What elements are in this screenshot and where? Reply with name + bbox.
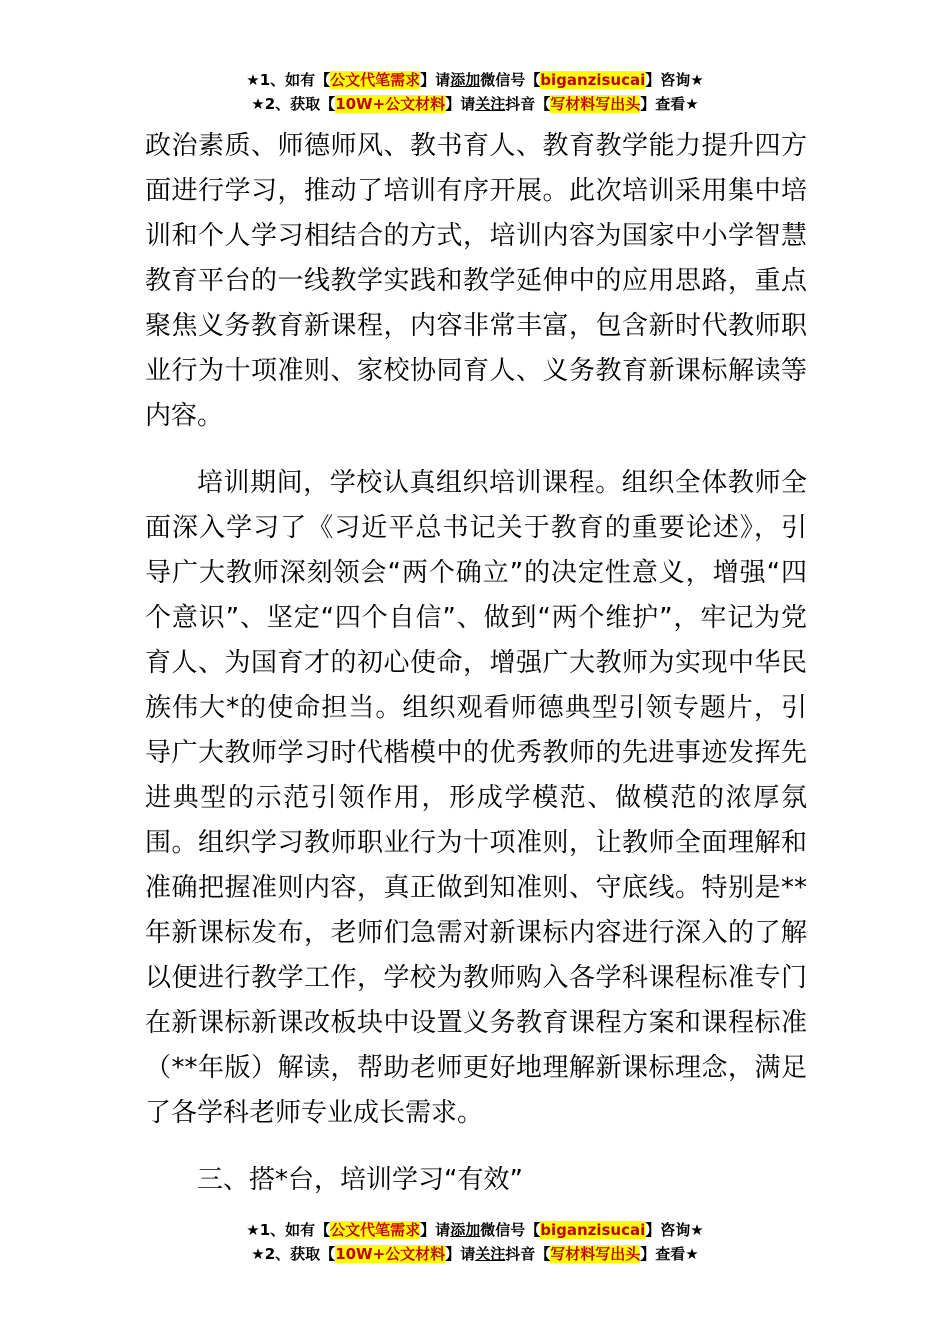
highlight-wechat-id: biganzisucai (540, 1221, 646, 1239)
banner-line-2 (0, 1242, 950, 1266)
banner-text: 】请 (445, 1245, 476, 1263)
underline-text: 添加 (450, 71, 481, 89)
paragraph-2: 培训期间，学校认真组织培训课程。组织全体教师全面深入学习了《习近平总书记关于教育的重要论述》，引导广大教师深刻领会“两个确立”的决定性意义，增强“四个意识”、坚定“四个自信”、做到“两个维护”，牢记为党育人、为国育才的初心使命，增强广大教师为实现中华民族伟大*的使命担当。组织观看师德典型引领专题片，引导广大教师学习时代楷模中的优秀教师的先进事迹发挥先进典型的示范引领作用，形成学模范、做模范的浓厚氛围。组织学习教师职业行为十项准则，让教师全面理解和准确把握准则内容，真正做到知准则、守底线。特别是**年新课标发布，老师们急需对新课标内容进行深入的了解以便进行教学工作，学校为教师购入各学科课程标准专门在新课标新课改板块中设置义务教育课程方案和课程标准（**年版）解读，帮助老师更好地理解新课标理念，满足了各学科老师专业成长需求。 (145, 468, 807, 1128)
banner-text: 微信号【 (480, 1221, 541, 1239)
document-body (145, 124, 807, 1203)
paragraph-1: 政治素质、师德师风、教书育人、教育教学能力提升四方面进行学习，推动了培训有序开展。此次培训采用集中培训和个人学习相结合的方式，培训内容为国家中小学智慧教育平台的一线教学实践和教学延伸中的应用思路，重点聚焦义务教育新课程，内容非常丰富，包含新时代教师职业行为十项准则、家校协同育人、义务教育新课标解读等内容。 (145, 131, 807, 431)
section-heading: 三、搭*台，培训学习“有效” (197, 1165, 523, 1195)
banner-text: 抖音【 (505, 1245, 551, 1263)
highlight-wechat-id: biganzisucai (540, 71, 646, 89)
banner-text: 】请 (420, 1221, 451, 1239)
banner-text: ★2、获取【 (251, 1245, 336, 1263)
header-banner (0, 68, 950, 116)
highlight-materials: 10W+公文材料 (335, 95, 446, 113)
underline-text: 添加 (450, 1221, 481, 1239)
banner-line-1 (0, 68, 950, 92)
banner-line-2 (0, 92, 950, 116)
banner-text: 】查看★ (640, 95, 699, 113)
banner-line-1 (0, 1218, 950, 1242)
banner-text: 】查看★ (640, 1245, 699, 1263)
banner-text: 】请 (420, 71, 451, 89)
banner-text: 】咨询★ (645, 71, 704, 89)
banner-text: ★1、如有【 (246, 71, 331, 89)
banner-text: 抖音【 (505, 95, 551, 113)
banner-text: ★1、如有【 (246, 1221, 331, 1239)
banner-text: ★2、获取【 (251, 95, 336, 113)
banner-text: 】请 (445, 95, 476, 113)
highlight-materials: 10W+公文材料 (335, 1245, 446, 1263)
highlight-service: 公文代笔需求 (330, 1221, 421, 1239)
underline-text: 关注 (475, 1245, 506, 1263)
highlight-douyin-account: 写材料写出头 (550, 95, 641, 113)
banner-text: 微信号【 (480, 71, 541, 89)
underline-text: 关注 (475, 95, 506, 113)
highlight-service: 公文代笔需求 (330, 71, 421, 89)
highlight-douyin-account: 写材料写出头 (550, 1245, 641, 1263)
footer-banner (0, 1218, 950, 1266)
banner-text: 】咨询★ (645, 1221, 704, 1239)
